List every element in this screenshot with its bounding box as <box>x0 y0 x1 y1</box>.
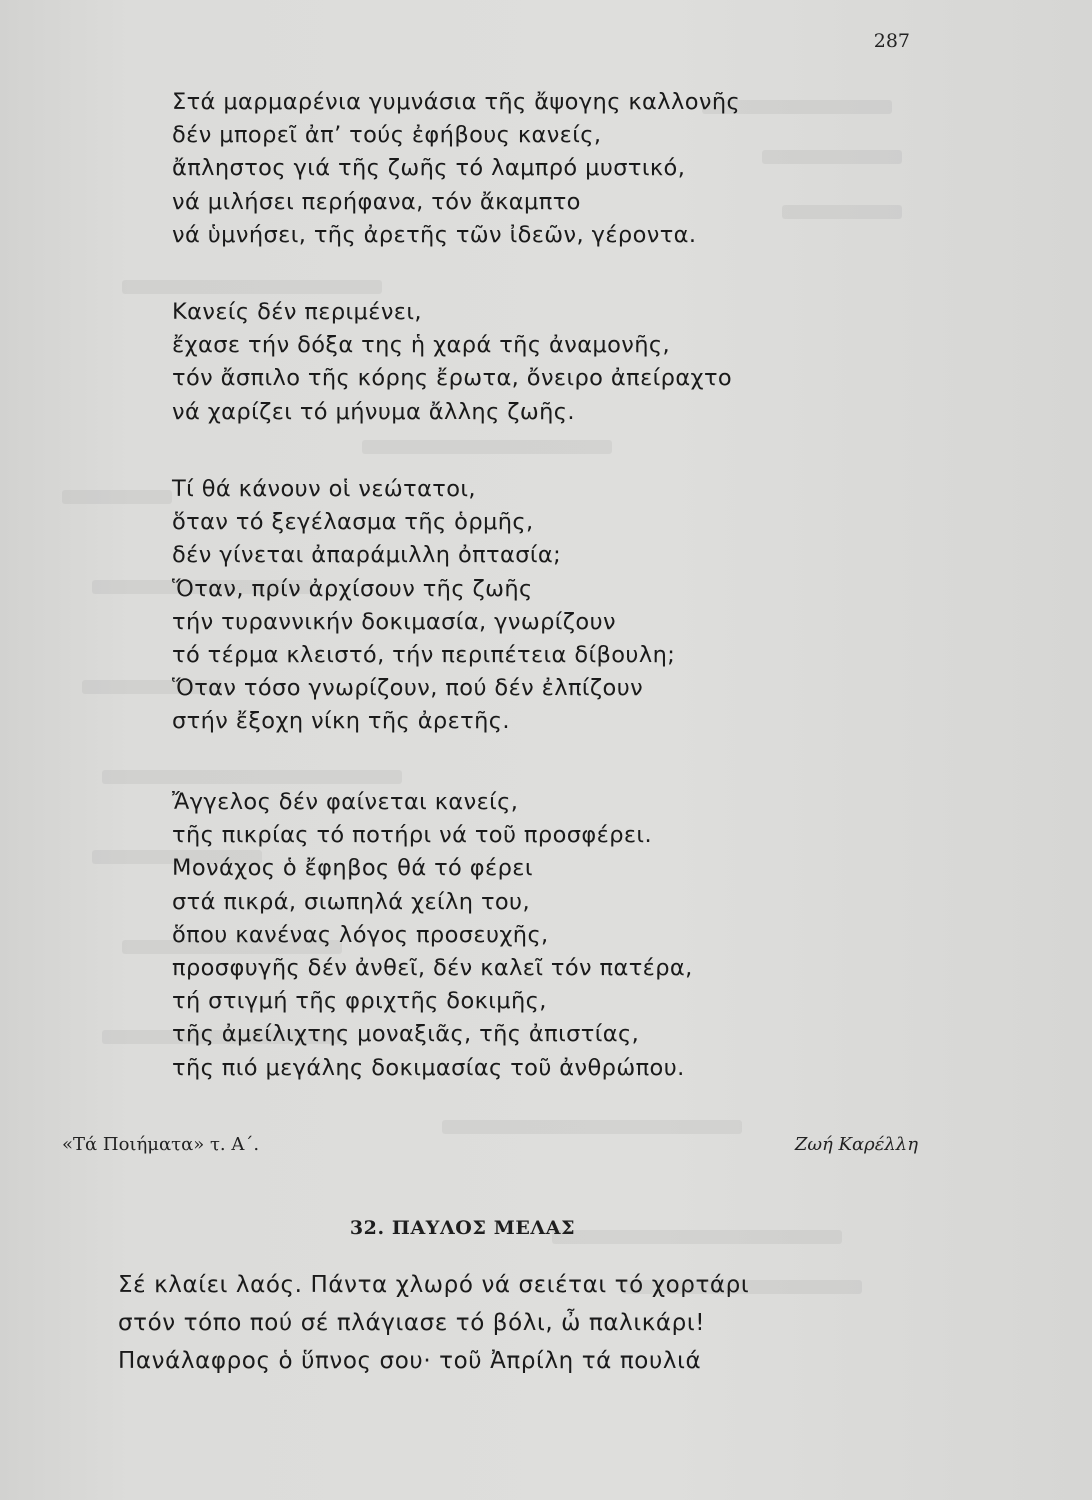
verse-line: τῆς πικρίας τό ποτήρι νά τοῦ προσφέρει. <box>172 822 653 849</box>
verse-line: νά χαρίζει τό μήνυμα ἄλλης ζωῆς. <box>172 398 575 425</box>
verse-line: δέν γίνεται ἀπαράμιλλη ὀπτασία; <box>172 542 562 569</box>
poem-stanza <box>172 473 675 739</box>
verse-line: προσφυγῆς δέν ἀνθεῖ, δέν καλεῖ τόν πατέρα, <box>172 955 693 982</box>
verse-line: Τί θά κάνουν οἱ νεώτατοι, <box>172 476 476 502</box>
section-heading: 32. ΠΑΥΛΟΣ ΜΕΛΑΣ <box>349 1217 576 1239</box>
poem-stanza <box>172 296 732 429</box>
verse-line: τῆς ἀμείλιχτης μοναξιᾶς, τῆς ἀπιστίας, <box>172 1021 640 1048</box>
verse-line: ἔχασε τήν δόξα της ἡ χαρά τῆς ἀναμονῆς, <box>172 332 671 359</box>
poem-stanza <box>172 86 740 252</box>
verse-line: Μονάχος ὁ ἔφηβος θά τό φέρει <box>172 855 533 882</box>
verse-line: Ὅταν, πρίν ἀρχίσουν τῆς ζωῆς <box>172 575 533 602</box>
verse-line: Ὅταν τόσο γνωρίζουν, πού δέν ἐλπίζουν <box>172 675 644 702</box>
verse-line: στά πικρά, σιωπηλά χείλη του, <box>172 888 531 915</box>
verse-line: στήν ἔξοχη νίκη τῆς ἀρετῆς. <box>172 708 510 735</box>
source-citation: «Τά Ποιήματα» τ. Α΄. <box>62 1134 260 1155</box>
verse-line: νά μιλήσει περήφανα, τόν ἄκαμπτο <box>172 188 581 215</box>
verse-line: ἄπληστος γιά τῆς ζωῆς τό λαμπρό μυστικό, <box>172 155 686 182</box>
verse-line: νά ὑμνήσει, τῆς ἀρετῆς τῶν ἰδεῶν, γέροντα. <box>172 221 697 248</box>
page-number: 287 <box>873 30 910 52</box>
verse-line: Ἄγγελος δέν φαίνεται κανείς, <box>172 789 519 815</box>
verse-line: Στά μαρμαρένια γυμνάσια τῆς ἄψογης καλλονῆς <box>172 89 741 115</box>
verse-line: τή στιγμή τῆς φριχτῆς δοκιμῆς, <box>172 988 547 1015</box>
verse-line: Σέ κλαίει λαός. Πάντα χλωρό νά σειέται τό χορτάρι <box>118 1272 750 1298</box>
verse-line: Κανείς δέν περιμένει, <box>172 299 422 325</box>
verse-line: Πανάλαφρος ὁ ὕπνος σου· τοῦ Ἀπρίλη τά πουλιά <box>118 1348 702 1374</box>
poem-stanza <box>172 786 693 1085</box>
verse-line: τήν τυραννικήν δοκιμασία, γνωρίζουν <box>172 608 616 635</box>
verse-line: τῆς πιό μεγάλης δοκιμασίας τοῦ ἀνθρώπου. <box>172 1054 685 1081</box>
verse-line: τόν ἄσπιλο τῆς κόρης ἔρωτα, ὄνειρο ἀπείραχτο <box>172 365 733 392</box>
verse-line: ὅταν τό ξεγέλασμα τῆς ὁρμῆς, <box>172 509 534 536</box>
verse-line: ὅπου κανένας λόγος προσευχῆς, <box>172 921 549 948</box>
poem-stanza <box>118 1266 749 1380</box>
verse-line: δέν μπορεῖ ἀπ’ τούς ἐφήβους κανείς, <box>172 122 602 149</box>
verse-line: τό τέρμα κλειστό, τήν περιπέτεια δίβουλη; <box>172 642 676 669</box>
author-name: Ζωή Καρέλλη <box>794 1134 918 1155</box>
verse-line: στόν τόπο πού σέ πλάγιασε τό βόλι, ὦ παλικάρι! <box>118 1310 706 1336</box>
